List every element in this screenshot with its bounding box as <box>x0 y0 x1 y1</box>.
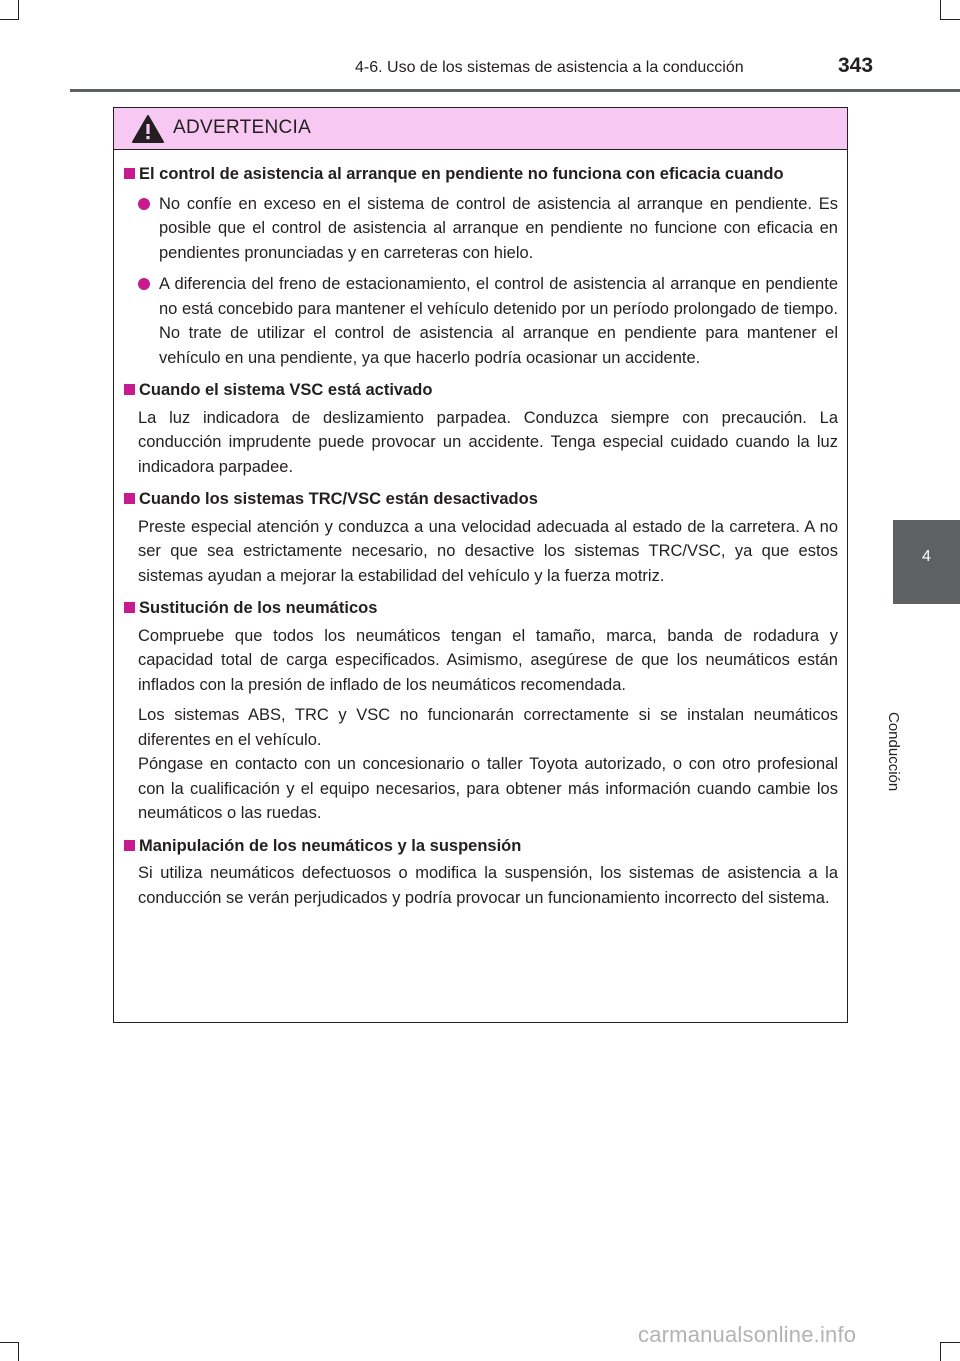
crop-mark <box>940 0 941 20</box>
crop-mark <box>18 0 19 20</box>
section-heading: Manipulación de los neumáticos y la suspensión <box>124 834 838 859</box>
paragraph: Preste especial atención y conduzca a una velocidad adecuada al estado de la carretera. A no ser que sea estrictamente necesario, no desactive los sistemas TRC/VSC, ya que estos sistemas ayudan a mejorar la estabilidad del vehículo y la fuerza motriz. <box>138 517 838 585</box>
section-title: 4-6. Uso de los sistemas de asistencia a la conducción <box>355 59 744 76</box>
chapter-tab <box>893 520 960 604</box>
warning-header <box>114 108 847 150</box>
warning-body <box>114 150 847 910</box>
crop-mark <box>940 1342 941 1361</box>
chapter-label: Conducción <box>885 712 902 792</box>
warning-section <box>124 378 838 479</box>
crop-mark <box>18 1342 19 1361</box>
watermark: carmanualsonline.info <box>638 1322 857 1347</box>
list-item: No confíe en exceso en el sistema de control de asistencia al arranque en pendiente. Es posible que el control de asistencia al arranque en pendiente no funcione con eficacia en pendientes pronunciadas y en carreteras con hielo. <box>138 192 838 266</box>
chapter-number: 4 <box>922 548 931 565</box>
square-bullet-icon <box>124 384 135 395</box>
paragraph: La luz indicadora de deslizamiento parpadea. Conduzca siempre con precaución. La conducción imprudente puede provocar un accidente. Tenga especial cuidado cuando la luz indicadora parpadee. <box>138 408 838 476</box>
paragraph: Compruebe que todos los neumáticos tengan el tamaño, marca, banda de rodadura y capacidad total de carga especificados. Asimismo, asegúrese de que los neumáticos están inflados con la presión de inflado de los neumáticos recomendada. <box>138 626 838 694</box>
square-bullet-icon <box>124 493 135 504</box>
warning-triangle-icon <box>131 114 165 144</box>
section-heading: Cuando los sistemas TRC/VSC están desactivados <box>124 487 838 512</box>
section-heading: Cuando el sistema VSC está activado <box>124 378 838 403</box>
round-bullet-icon <box>138 198 150 210</box>
round-bullet-icon <box>138 278 150 290</box>
paragraph: Si utiliza neumáticos defectuosos o modifica la suspensión, los sistemas de asistencia a la conducción se verán perjudicados y podría provocar un funcionamiento incorrecto del sistema. <box>138 864 838 907</box>
warning-section <box>124 596 838 826</box>
section-heading: Sustitución de los neumáticos <box>124 596 838 621</box>
crop-mark <box>0 1342 19 1343</box>
crop-mark <box>940 1342 960 1343</box>
page-number: 343 <box>838 54 874 77</box>
paragraph: Los sistemas ABS, TRC y VSC no funcionarán correctamente si se instalan neumáticos diferentes en el vehículo. Póngase en contacto con un concesionario o taller Toyota autorizado, o con otro profesional con la cualificación y el equipo necesarios, para obtener más información cuando cambie los neumáticos o las ruedas. <box>138 706 838 822</box>
warning-section <box>124 487 838 588</box>
header-rule <box>70 89 960 92</box>
warning-box <box>113 107 848 1023</box>
square-bullet-icon <box>124 168 135 179</box>
square-bullet-icon <box>124 602 135 613</box>
list-item: A diferencia del freno de estacionamiento, el control de asistencia al arranque en pendiente no está concebido para mantener el vehículo detenido por un período prolongado de tiempo. No trate de utilizar el control de asistencia al arranque en pendiente para mantener el vehículo en una pendiente, ya que hacerlo podría ocasionar un accidente. <box>138 272 838 370</box>
warning-section <box>124 162 838 370</box>
section-heading: El control de asistencia al arranque en pendiente no funciona con eficacia cuando <box>124 162 838 187</box>
crop-mark <box>0 19 19 20</box>
warning-section <box>124 834 838 911</box>
warning-title: ADVERTENCIA <box>173 117 312 138</box>
crop-mark <box>940 19 960 20</box>
square-bullet-icon <box>124 840 135 851</box>
